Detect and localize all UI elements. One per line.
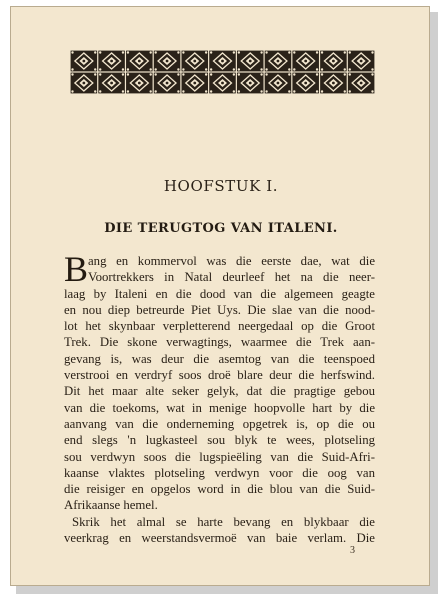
ornament-tile [182,73,209,94]
text-line: Voortrekkers in Natal deurleef het na die neer- [88,270,375,285]
text-line: van die toekoms, wat in menige hoopvolle hart by die [64,400,375,415]
ornament-tile [237,73,264,94]
ornament-tile [209,51,236,72]
ornament-tile [182,51,209,72]
ornament-tile [265,73,292,94]
text-line: gevang is, was deur die asemtog van die teenspoed [64,351,375,366]
text-line: laag by Italeni en die dood van die algemeen geagte [64,286,375,301]
text-line: lot het skynbaar verpletterend neergedaal op die Groot [64,319,375,334]
decorative-header-band [70,50,375,94]
body-text [64,249,375,546]
text-line: Afrikaanse hemel. [64,498,158,513]
text-line: aanvang van die onderneming opgetrek is, op die ou [64,416,375,431]
ornament-tile [265,51,292,72]
chapter-title: DIE TERUGTOG VAN ITALENI. [104,221,338,236]
paragraph-2 [64,514,375,547]
text-line: end slegs 'n lugkasteel sou blyk te wees, plotseling [64,433,375,448]
ornament-tile [320,73,347,94]
ornament-tile [126,73,153,94]
chapter-heading: HOOFSTUK I. [163,177,279,195]
drop-cap: B [64,249,89,289]
ornament-tile [154,73,181,94]
text-line: sou verdwyn soos die lugspieëling van die Suid-Afri- [64,449,375,464]
ornament-tile [348,51,375,72]
ornament-tile [348,73,375,94]
ornament-tile [126,51,153,72]
ornament-tile [237,51,264,72]
ornament-tile [71,51,98,72]
ornament-tile [320,51,347,72]
text-line: veerkrag en weerstandsvermoë van baie verlam. Die [64,531,375,546]
text-line: en nou diep betreurde Piet Uys. Die slae van die nood- [64,302,375,317]
ornament-tile [154,51,181,72]
text-line: Dit het maar alte seker gelyk, dat die pragtige gebou [64,384,375,399]
ornament-tile [292,51,319,72]
ornament-tile [209,73,236,94]
ornament-tile [98,51,125,72]
ornament-tile [71,73,98,94]
page-number: 3 [350,545,355,556]
book-page [10,6,430,586]
text-line: Skrik het almal se harte bevang en blykbaar die [72,514,375,529]
ornament-tile [98,73,125,94]
text-line: verstrooi en verdryf soos droë blare deur die herfswind. [64,368,375,383]
text-line: ang en kommervol was die eerste dae, wat die [88,254,375,268]
text-line: kaanse vlaktes plotseling verdwyn voor die oog van [64,465,375,480]
text-line: die reisiger en opgelos word in die blou van die Suid- [64,482,375,497]
paragraph-1 [64,249,375,514]
ornament-tile [292,73,319,94]
text-line: Trek. Die skone verwagtings, waarmee die Trek aan- [64,335,375,350]
